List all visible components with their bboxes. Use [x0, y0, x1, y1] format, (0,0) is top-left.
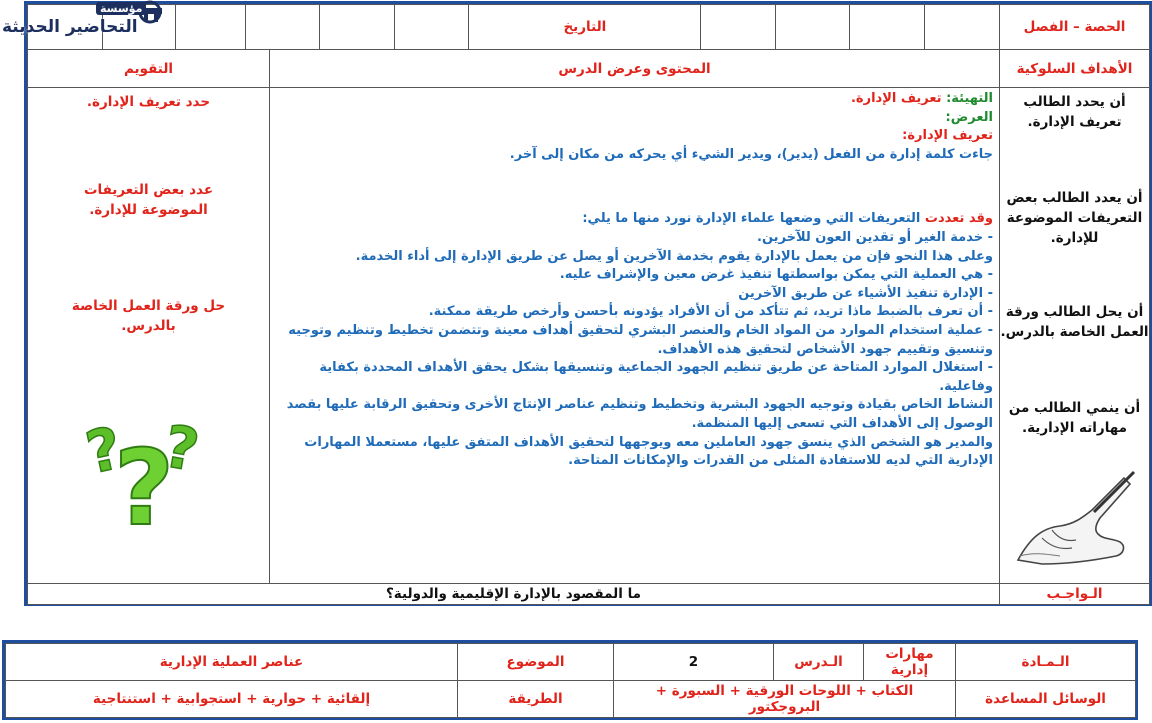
date-label: التاريخ — [469, 5, 701, 49]
objective-4: أن ينمي الطالب من مهاراته الإدارية. — [1008, 400, 1141, 436]
definition-title: تعريف الإدارة: — [902, 128, 993, 144]
topic-label: الموضوع — [458, 644, 614, 681]
date-cell — [775, 5, 850, 49]
objective-3: أن يحل الطالب ورقة العمل الخاصة بالدرس. — [1000, 304, 1149, 340]
logo-main-text: التحاضير الحديثة — [2, 17, 138, 37]
lesson-plan-table — [27, 4, 1150, 605]
date-cell — [701, 5, 776, 49]
svg-text:?: ? — [80, 413, 128, 488]
period-label: الحصة – الفصل — [1000, 5, 1150, 50]
info-table — [5, 643, 1136, 718]
logo-small-text: مؤسسة — [96, 2, 146, 15]
svg-text:?: ? — [158, 411, 204, 485]
date-cell — [394, 5, 469, 49]
content-line: - استغلال الموارد المتاحة عن طريق تنظيم الجهود الجماعية وتنسيقها بشكل يحقق الأهداف المحددة بكفاية وفاعلية. — [319, 360, 993, 394]
content-line: والمدير هو الشخص الذي ينسق جهود العاملين معه ويوجهها لتحقيق الأهداف المتفق عليها، مستعملا المهارات الإدارية التي لديه للاستفادة المثلى من القدرات والإمكانات المتاحة. — [304, 434, 993, 469]
evaluation-3: حل ورقة العمل الخاصة بالدرس. — [71, 298, 226, 334]
aids-label: الوسائل المساعدة — [956, 681, 1136, 718]
content-header: المحتوى وعرض الدرس — [270, 50, 1000, 88]
homework-label: الـواجـب — [1000, 584, 1150, 605]
date-cell — [320, 5, 395, 49]
info-frame — [2, 640, 1138, 720]
lesson-label: الـدرس — [774, 644, 864, 681]
date-cell — [245, 5, 320, 49]
lesson-content — [270, 88, 999, 471]
many-text: التعريفات التي وضعها علماء الإدارة نورد منها ما يلي: — [582, 211, 921, 227]
presentation-label: العرض: — [945, 109, 993, 125]
evaluation-1: حدد تعريف الإدارة. — [86, 94, 211, 110]
lesson-plan-frame — [24, 1, 1152, 606]
intro-label: التهيئة: — [946, 91, 993, 106]
definition-text: جاءت كلمة إدارة من الفعل (يدير)، ويدير الشيء أي يحركه من مكان إلى آخر. — [509, 146, 993, 162]
content-line: - أن تعرف بالضبط ماذا تريد، ثم تتأكد من أن الأفراد يؤدونه بأحسن وأرخص طريقة ممكنة. — [428, 304, 993, 320]
subject-value: مهارات إدارية — [864, 644, 956, 681]
content-line: - الإدارة تنفيذ الأشياء عن طريق الآخرين — [738, 285, 993, 301]
objectives-header: الأهداف السلوكية — [1000, 50, 1150, 88]
evaluation-2: عدد بعض التعريفات الموضوعة للإدارة. — [83, 182, 214, 218]
homework-text: ما المقصود بالإدارة الإقليمية والدولية؟ — [28, 584, 1000, 605]
content-line: - هي العملية التي يمكن بواسطتها تنفيذ غرض معين والإشراف عليه. — [559, 267, 993, 283]
question-marks-icon — [78, 400, 208, 540]
writing-hand-icon — [1012, 468, 1138, 568]
date-cell — [175, 5, 245, 49]
content-line: - عملية استخدام الموارد من المواد الخام والعنصر البشري لتحقيق أهداف معينة وتتضمن تخطيط وتنظيم وتوجيه وتنسيق وتقييم جهود الأشخاص لتحقيق هذه الأهداف. — [288, 322, 993, 357]
objectives-cell — [1000, 88, 1150, 584]
content-line: - خدمة الغير أو تقدين العون للآخرين. — [757, 229, 993, 245]
svg-text:?: ? — [113, 427, 175, 540]
aids-value: الكتاب + اللوحات الورقية + السبورة + البروجكتور — [614, 681, 956, 718]
objective-2: أن يعدد الطالب بعض التعريفات الموضوعة للإدارة. — [1006, 190, 1143, 246]
evaluation-header: التقويم — [28, 50, 270, 88]
content-line: وعلى هذا النحو فإن من يعمل بالإدارة يقوم بخدمة الآخرين أو يصل عن طريق الإدارة إلى أداء الخدمة. — [355, 248, 993, 264]
lesson-value: 2 — [614, 644, 774, 681]
objective-1: أن يحدد الطالب تعريف الإدارة. — [1023, 94, 1126, 130]
topic-value: عناصر العملية الإدارية — [6, 644, 458, 681]
date-cell — [924, 5, 999, 49]
method-label: الطريقة — [458, 681, 614, 718]
many-label: وقد تعددت — [924, 211, 993, 227]
content-line: النشاط الخاص بقيادة وتوجيه الجهود البشرية وتخطيط وتنظيم عناصر الإنتاج الأخرى وتحقيق الرقابة عليها بقصد الوصول إلى الأهداف التي تسعى إليها المنظمة. — [286, 397, 993, 431]
evaluation-cell — [28, 88, 270, 584]
subject-label: الـمـادة — [956, 644, 1136, 681]
content-cell — [270, 88, 1000, 584]
intro-text: تعريف الإدارة. — [850, 91, 942, 106]
date-cell — [850, 5, 925, 49]
method-value: إلقائية + حوارية + استجوابية + استنتاجية — [6, 681, 458, 718]
